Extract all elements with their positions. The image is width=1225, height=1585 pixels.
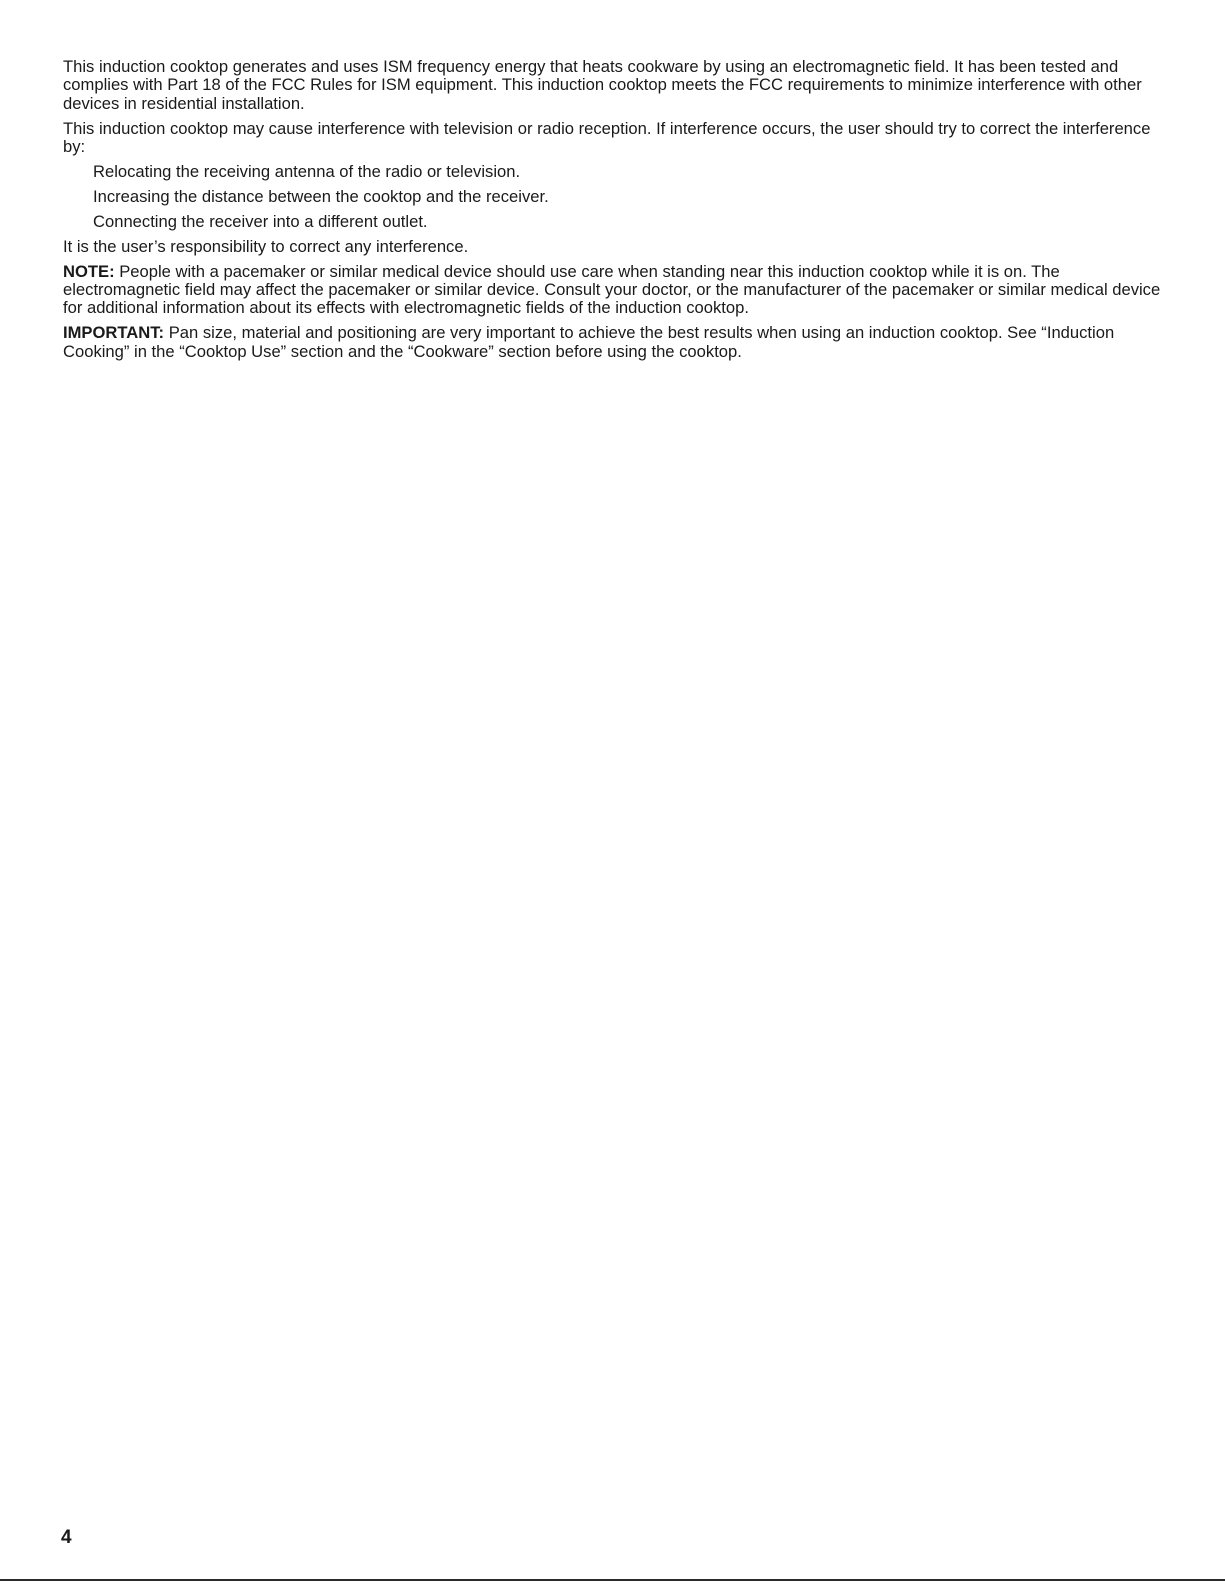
document-body	[63, 58, 1163, 368]
important-paragraph	[63, 324, 1163, 361]
note-text: People with a pacemaker or similar medical device should use care when standing near this induction cooktop while it is on. The electromagnetic field may affect the pacemaker or similar device. Consult your doctor, or the manufacturer of the pacemaker or similar medical device for additional information about its effects with electromagnetic fields of the induction cooktop.	[63, 261, 1161, 318]
fcc-compliance-paragraph: This induction cooktop generates and uses ISM frequency energy that heats cookware by using an electromagnetic field. It has been tested and complies with Part 18 of the FCC Rules for ISM equipment. This induction cooktop meets the FCC requirements to minimize interference with other devices in residential installation.	[63, 57, 1142, 113]
note-label: NOTE:	[63, 261, 115, 281]
list-item: Connecting the receiver into a different outlet.	[93, 211, 428, 231]
important-text: Pan size, material and positioning are very important to achieve the best results when using an induction cooktop. See “Induction Cooking” in the “Cooktop Use” section and the “Cookware” section before using the cooktop.	[63, 323, 1115, 361]
list-item: Increasing the distance between the cooktop and the receiver.	[93, 186, 549, 206]
interference-paragraph: This induction cooktop may cause interference with television or radio reception. If interference occurs, the user should try to correct the interference by:	[63, 118, 1151, 157]
page-number: 4	[61, 1527, 72, 1548]
bottom-divider	[0, 1579, 1225, 1581]
important-label: IMPORTANT:	[63, 323, 165, 343]
responsibility-paragraph: It is the user’s responsibility to correct any interference.	[63, 236, 469, 256]
note-paragraph	[63, 263, 1163, 318]
list-item: Relocating the receiving antenna of the radio or television.	[93, 162, 521, 182]
